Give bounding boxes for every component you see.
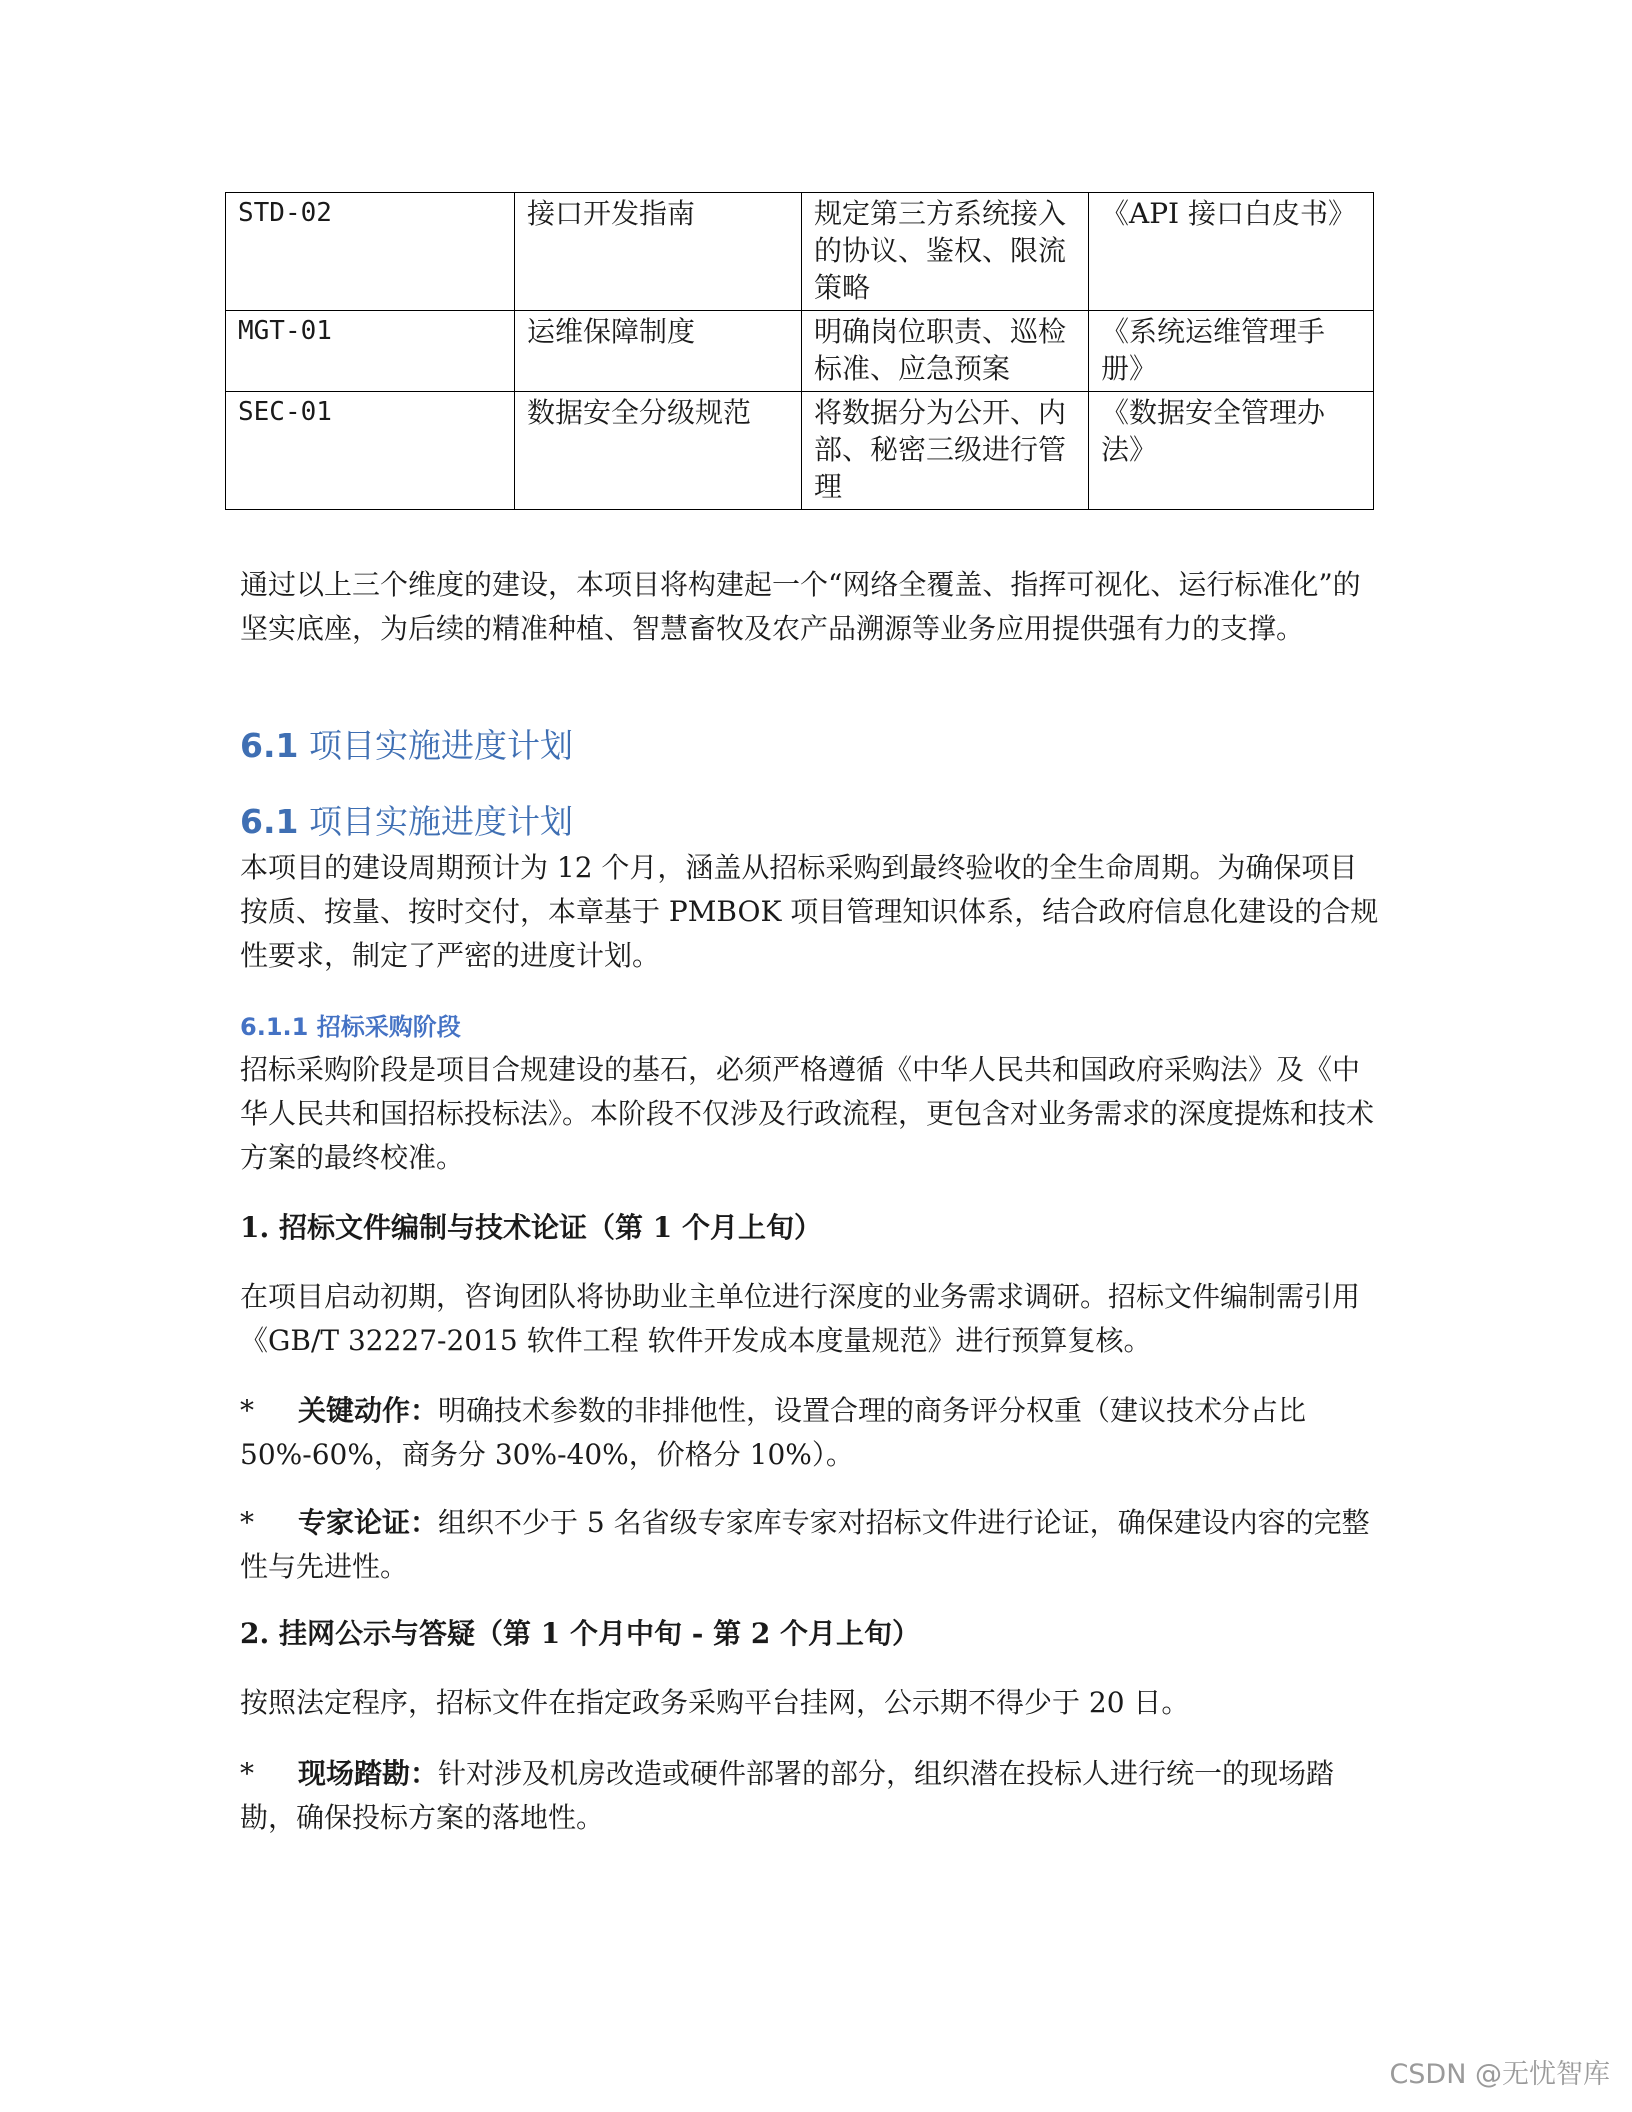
- bullet-label: 专家论证：: [298, 1506, 439, 1539]
- bullet-item: [240, 1752, 1385, 1840]
- bullet-marker: *: [240, 1394, 254, 1427]
- bullet-text: 明确技术参数的非排他性，设置合理的商务评分权重（建议技术分占比 50%-60%，商务分 30%-40%，价格分 10%）。: [240, 1394, 1307, 1471]
- table-row: [226, 392, 1374, 510]
- bullet-marker: *: [240, 1757, 254, 1790]
- table-cell-code: SEC-01: [226, 392, 515, 510]
- bullet-label: 现场踏勘：: [298, 1757, 439, 1790]
- section-title: 项目实施进度计划: [308, 726, 573, 765]
- table-cell-code: STD-02: [226, 193, 515, 311]
- bullet-text: 组织不少于 5 名省级专家库专家对招标文件进行论证，确保建设内容的完整性与先进性。: [240, 1506, 1370, 1583]
- table-cell-desc: 将数据分为公开、内部、秘密三级进行管理: [802, 392, 1089, 510]
- summary-paragraph: 通过以上三个维度的建设，本项目将构建起一个“网络全覆盖、指挥可视化、运行标准化”的坚实底座，为后续的精准种植、智慧畜牧及农产品溯源等业务应用提供强有力的支撑。: [240, 568, 1361, 645]
- table-cell-ref: 《API 接口白皮书》: [1089, 193, 1374, 311]
- bullet-label: 关键动作：: [298, 1394, 439, 1427]
- bullet-item: [240, 1389, 1385, 1477]
- table-cell-code: MGT-01: [226, 311, 515, 392]
- section-number: 6.1: [240, 726, 299, 765]
- table-cell-desc: 规定第三方系统接入的协议、鉴权、限流策略: [802, 193, 1089, 311]
- table-cell-desc: 明确岗位职责、巡检标准、应急预案: [802, 311, 1089, 392]
- table-row: [226, 193, 1374, 311]
- bullet-item: [240, 1501, 1385, 1589]
- step2-heading: 2. 挂网公示与答疑（第 1 个月中旬 - 第 2 个月上旬）: [240, 1617, 921, 1650]
- section-title: 项目实施进度计划: [308, 802, 573, 841]
- watermark: CSDN @无忧智库: [1389, 2059, 1610, 2090]
- table-cell-ref: 《数据安全管理办法》: [1089, 392, 1374, 510]
- subsection-intro: 招标采购阶段是项目合规建设的基石，必须严格遵循《中华人民共和国政府采购法》及《中华人民共和国招标投标法》。本阶段不仅涉及行政流程，更包含对业务需求的深度提炼和技术方案的最终校准。: [240, 1053, 1375, 1174]
- subsection-number: 6.1.1: [240, 1013, 309, 1041]
- table-row: [226, 311, 1374, 392]
- subsection-title: 招标采购阶段: [316, 1013, 461, 1041]
- standards-table: [225, 192, 1374, 510]
- section-intro: 本项目的建设周期预计为 12 个月，涵盖从招标采购到最终验收的全生命周期。为确保项目按质、按量、按时交付，本章基于 PMBOK 项目管理知识体系，结合政府信息化建设的合规性要求，制定了严密的进度计划。: [240, 851, 1379, 972]
- table-cell-name: 接口开发指南: [515, 193, 802, 311]
- table-cell-ref: 《系统运维管理手册》: [1089, 311, 1374, 392]
- section-number: 6.1: [240, 802, 299, 841]
- step1-text: 在项目启动初期，咨询团队将协助业主单位进行深度的业务需求调研。招标文件编制需引用《GB/T 32227-2015 软件工程 软件开发成本度量规范》进行预算复核。: [240, 1280, 1361, 1357]
- bullet-text: 针对涉及机房改造或硬件部署的部分，组织潜在投标人进行统一的现场踏勘，确保投标方案的落地性。: [240, 1757, 1335, 1834]
- table-cell-name: 运维保障制度: [515, 311, 802, 392]
- section-heading: [240, 800, 573, 844]
- step1-heading: 1. 招标文件编制与技术论证（第 1 个月上旬）: [240, 1211, 822, 1244]
- table-cell-name: 数据安全分级规范: [515, 392, 802, 510]
- subsection-heading: [240, 1010, 461, 1044]
- step2-text: 按照法定程序，招标文件在指定政务采购平台挂网，公示期不得少于 20 日。: [240, 1686, 1190, 1719]
- section-heading-toc: [240, 724, 573, 768]
- bullet-marker: *: [240, 1506, 254, 1539]
